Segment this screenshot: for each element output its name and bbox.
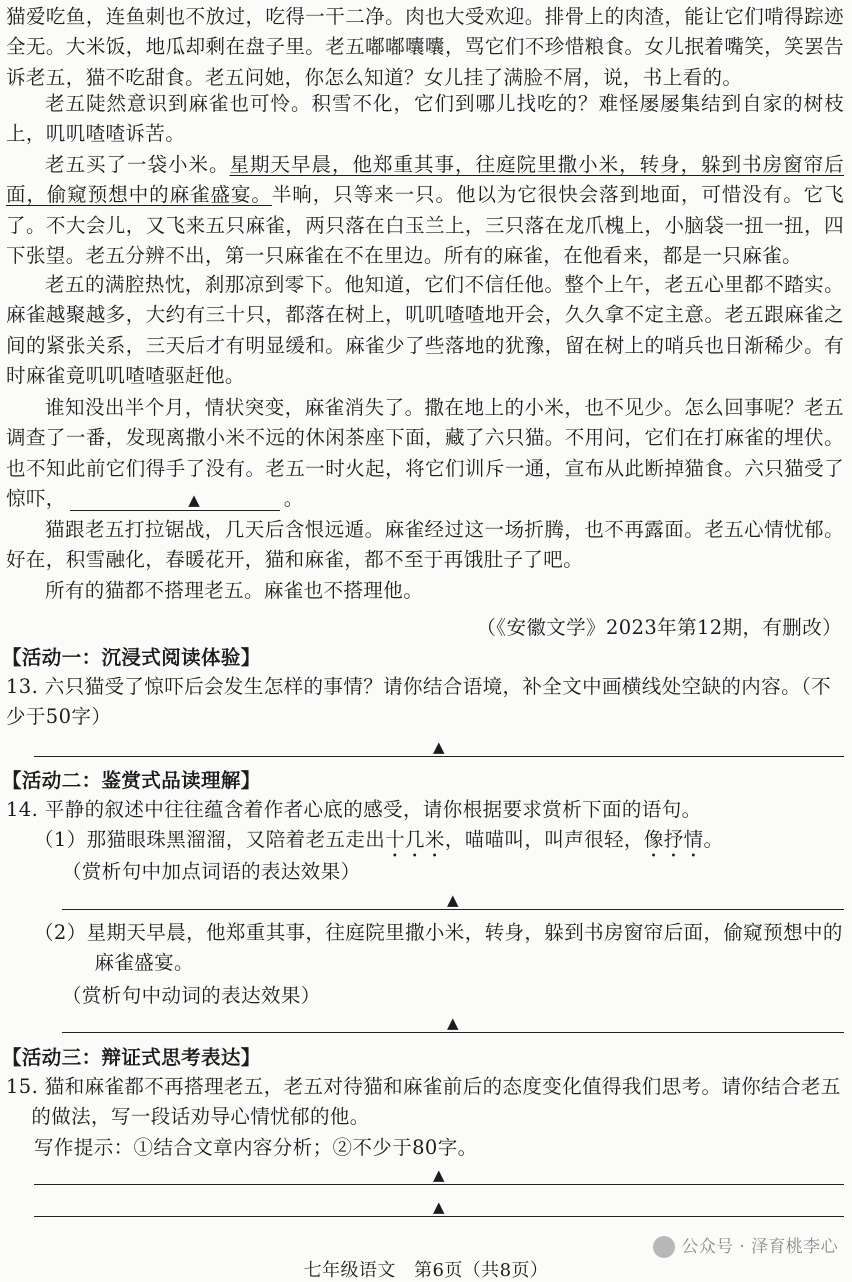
answer-line-15-1[interactable] <box>34 1162 844 1185</box>
sentence-1-part-a: （1）那猫眼珠黑溜溜，又陪着老五走出 <box>34 828 386 851</box>
answer-marker-icon: ▲ <box>447 891 459 909</box>
source-citation: （《安徽文学》2023年第12期，有删改） <box>476 616 842 639</box>
answer-marker-icon: ▲ <box>433 1166 445 1184</box>
question-14-2-hint: （赏析句中动词的表达效果） <box>62 984 321 1007</box>
wechat-icon <box>653 1236 675 1258</box>
sentence-1-part-c: 。 <box>703 828 724 851</box>
underlined-sentence: 星期天早晨，他郑重其事，往庭院里撒小米，转身，躲到书房窗帘后面，偷窥预想中的麻雀盛宴。 <box>6 153 844 207</box>
passage-paragraph-4: 老五的满腔热忱，刹那凉到零下。他知道，它们不信任他。整个上午，老五心里都不踏实。麻雀越聚越多，大约有三十只，都落在树上，叽叽喳喳地开会，久久拿不定主意。老五跟麻雀之间的紧张关系，三天后才有明显缓和。麻雀少了些落地的犹豫，留在树上的哨兵也日渐稀少。有时麻雀竟叽叽喳喳驱赶他。 <box>6 273 844 387</box>
question-13: 13. 六只猫受了惊吓后会发生怎样的事情？请你结合语境，补全文中画横线处空缺的内容。（不少于50字） <box>6 675 832 728</box>
paragraph-5-text: 谁知没出半个月，情状突变，麻雀消失了。撒在地上的小米，也不见少。怎么回事呢？老五调查了一番，发现离撒小米不远的休闲茶座下面，藏了六只猫。不用问，它们在打麻雀的埋伏。也不知此前它们得手了没有。老五一时火起，将它们训斥一通，宣布从此断掉猫食。六只猫受了惊吓， <box>6 396 844 510</box>
dotted-word-1: 十几米 <box>385 828 445 851</box>
passage-paragraph-3 <box>6 150 844 271</box>
answer-line-14-1[interactable] <box>62 887 844 910</box>
question-14-sentence-2: （2）星期天早晨，他郑重其事，往庭院里撒小米，转身，躲到书房窗帘后面，偷窥预想中的麻雀盛宴。 <box>34 921 843 974</box>
question-14: 14. 平静的叙述中往往蕴含着作者心底的感受，请你根据要求赏析下面的语句。 <box>6 798 702 821</box>
paragraph-3-rest: 半晌，只等来一只。他以为它很快会落到地面，可惜没有。它飞了。不大会儿，又飞来五只麻雀，两只落在白玉兰上，三只落在龙爪槐上，小脑袋一扭一扭，四下张望。老五分辨不出，第一只麻雀在不在里边。所有的麻雀，在他看来，都是一只麻雀。 <box>6 183 845 267</box>
question-15-hint: 写作提示：①结合文章内容分析；②不少于80字。 <box>34 1136 478 1159</box>
passage-paragraph-6: 猫跟老五打拉锯战，几天后含恨远遁。麻雀经过这一场折腾，也不再露面。老五心情忧郁。好在，积雪融化，春暖花开，猫和麻雀，都不至于再饿肚子了吧。 <box>6 518 844 572</box>
answer-marker-icon: ▲ <box>447 1014 459 1032</box>
sentence-1-part-b: ，喵喵叫，叫声很轻， <box>444 828 644 851</box>
activity-3-title: 【活动三：辩证式思考表达】 <box>2 1046 261 1069</box>
passage-paragraph-5 <box>6 393 844 514</box>
passage-paragraph-7: 所有的猫都不搭理老五。麻雀也不搭理他。 <box>45 579 424 602</box>
answer-marker-icon: ▲ <box>433 1198 445 1216</box>
answer-line-14-2[interactable] <box>62 1010 844 1033</box>
fill-in-blank[interactable] <box>70 489 280 511</box>
paragraph-3-intro: 老五买了一袋小米。 <box>45 153 230 176</box>
paragraph-5-end: 。 <box>283 486 304 510</box>
blank-marker-icon: ▲ <box>188 490 201 509</box>
passage-paragraph-2: 老五陡然意识到麻雀也可怜。积雪不化，它们到哪儿找吃的？难怪屡屡集结到自家的树枝上，叽叽喳喳诉苦。 <box>6 92 844 146</box>
watermark-text: 公众号 · 泽育桃李心 <box>681 1237 838 1257</box>
answer-line-13[interactable] <box>34 734 844 757</box>
passage-paragraph-1: 猫爱吃鱼，连鱼刺也不放过，吃得一干二净。肉也大受欢迎。排骨上的肉渣，能让它们啃得踪迹全无。大米饭，地瓜却剩在盘子里。老五嘟嘟囔囔，骂它们不珍惜粮食。女儿抿着嘴笑，笑罢告诉老五，猫不吃甜食。老五问她，你怎么知道？女儿挂了满脸不屑，说，书上看的。 <box>6 5 844 89</box>
activity-2-title: 【活动二：鉴赏式品读理解】 <box>2 769 261 792</box>
watermark <box>653 1232 838 1258</box>
activity-1-title: 【活动一：沉浸式阅读体验】 <box>2 646 261 669</box>
question-15: 15. 猫和麻雀都不再搭理老五，老五对待猫和麻雀前后的态度变化值得我们思考。请你结合老五的做法，写一段话劝导心情忧郁的他。 <box>6 1075 841 1128</box>
answer-line-15-2[interactable] <box>34 1194 844 1217</box>
answer-marker-icon: ▲ <box>433 738 445 756</box>
page-footer: 七年级语文 第6页（共8页） <box>303 1260 549 1281</box>
dotted-word-2: 像抒情 <box>643 828 704 851</box>
question-14-1-hint: （赏析句中加点词语的表达效果） <box>62 860 361 883</box>
